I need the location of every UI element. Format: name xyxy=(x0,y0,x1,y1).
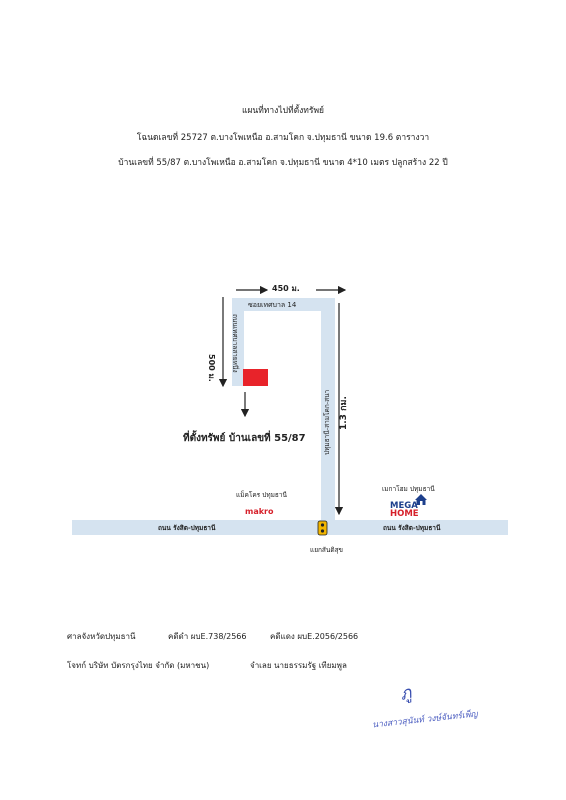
megahome-logo-top: MEGA xyxy=(390,501,418,511)
court-name: ศาลจังหวัดปทุมธานี xyxy=(67,632,136,641)
megahome-logo-bottom: HOME xyxy=(390,509,419,519)
road-label-left: ถนน รังสิต-ปทุมธานี xyxy=(158,524,216,532)
plaintiff: โจทก์ บริษัท บัตรกรุงไทย จำกัด (มหาชน) xyxy=(67,661,210,670)
intersection-label: แยกสันติสุข xyxy=(310,546,343,554)
distance-label-500: 500 ม. xyxy=(207,354,216,382)
page-title: แผนที่ทางไปที่ตั้งทรัพย์ xyxy=(241,106,325,116)
signature-name: นางสาวสุนันท์ วงษ์จันทร์เพ็ญ xyxy=(371,709,479,731)
vertical-road-label: ปทุมธานี-สามโคก-สนา xyxy=(323,389,331,455)
road-label-right: ถนน รังสิต-ปทุมธานี xyxy=(383,524,441,532)
black-case-number: คดีดำ ผบE.738/2566 xyxy=(168,632,247,641)
traffic-light-icon xyxy=(318,521,327,535)
megahome-caption: เมกาโฮม ปทุมธานี xyxy=(382,485,435,493)
defendant: จำเลย นายธรรมรัฐ เทียมพูล xyxy=(250,661,347,670)
house-info-line: บ้านเลขที่ 55/87 ต.บางโพเหนือ อ.สามโคก จ.ปทุมธานี ขนาด 4*10 เมตร ปลูกสร้าง 22 ปี xyxy=(118,158,448,168)
red-case-number: คดีแดง ผบE.2056/2566 xyxy=(270,632,359,641)
makro-caption: แม็คโคร ปทุมธานี xyxy=(236,491,287,499)
deed-info-line: โฉนดเลขที่ 25727 ต.บางโพเหนือ อ.สามโคก จ.ปทุมธานี ขนาด 19.6 ตารางวา xyxy=(136,133,430,143)
distance-label-450: 450 ม. xyxy=(272,284,300,293)
property-label: ที่ตั้งทรัพย์ บ้านเลขที่ 55/87 xyxy=(183,433,306,444)
signature-initials: ภู xyxy=(397,682,414,706)
megahome-logo xyxy=(390,502,419,518)
soi-label: ซอยเทศบาล 14 xyxy=(248,301,297,309)
side-road-label: ถนนเทศบาลสายหนึ่ง xyxy=(231,314,239,373)
distance-label-13km: 1.3 กม. xyxy=(339,396,349,430)
makro-logo: makro xyxy=(245,507,274,516)
